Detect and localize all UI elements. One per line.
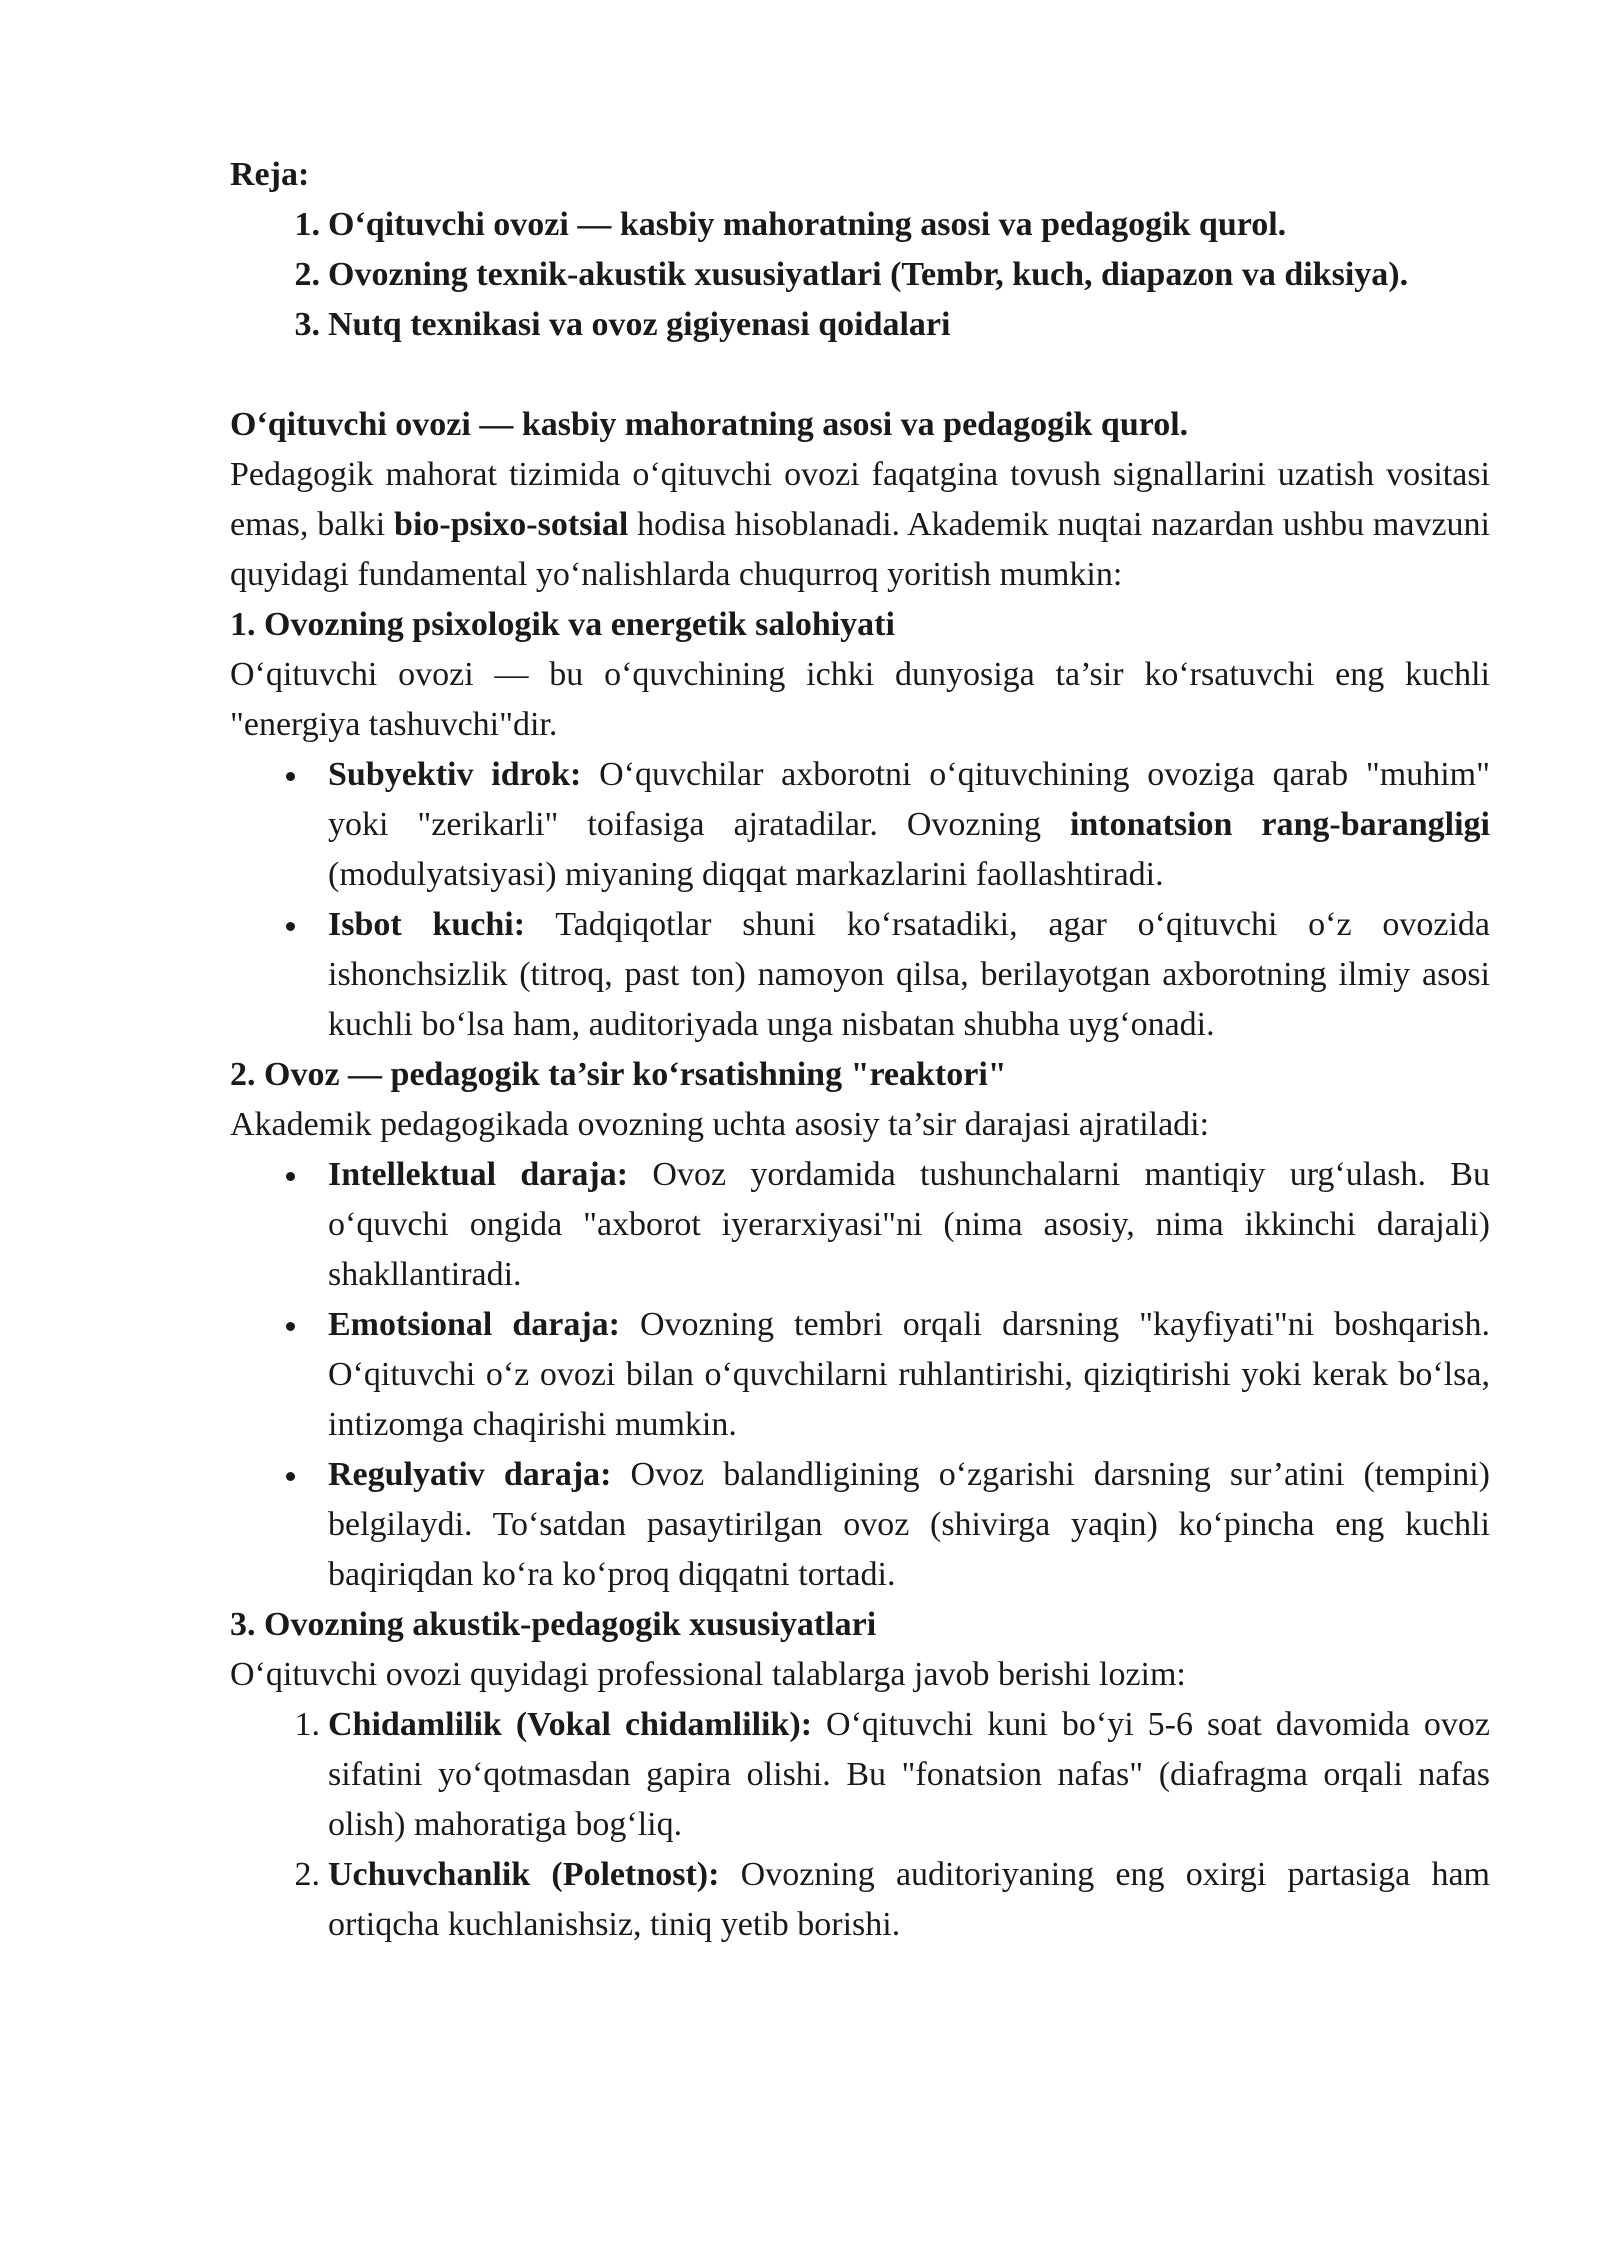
numbered-item [230,1700,1490,1850]
plan-item-number: 3. [294,306,320,343]
numbered-item [230,1850,1490,1950]
item-number: 2. [294,1856,320,1893]
document-content [230,150,1490,1950]
bullet-text: O‘quvchilar axborotni o‘qituvchining ovoziga qarab "muhim" yoki "zerikarli" toifasiga ajratadilar. Ovozning [328,756,1490,843]
plan-item-text: Ovozning texnik-akustik xususiyatlari (Tembr, kuch, diapazon va diksiya). [328,256,1409,293]
plan-item [230,200,1490,250]
bullet-item [230,900,1490,1050]
bullet-text: Ovozning tembri orqali darsning "kayfiyati"ni boshqarish. O‘qituvchi o‘z ovozi bilan o‘quvchilarni ruhlantirishi, qiziqtirishi yoki kerak bo‘lsa, intizomga chaqirishi mumkin. [328,1306,1490,1443]
section-3-text: O‘qituvchi ovozi quyidagi professional talablarga javob berishi lozim: [230,1656,1186,1693]
plan-item-text: Nutq texnikasi va ovoz gigiyenasi qoidalari [328,306,951,343]
section-2-text: Akademik pedagogikada ovozning uchta asosiy ta’sir darajasi ajratiladi: [230,1106,1210,1143]
bullet-dot-icon [286,1322,295,1331]
plan-item-number: 2. [294,256,320,293]
section-2-heading: 2. Ovoz — pedagogik ta’sir ko‘rsatishning "reaktori" [230,1056,1007,1093]
plan-item-number: 1. [294,206,320,243]
bullet-dot-icon [286,1172,295,1181]
plan-item [230,250,1490,300]
bullet-item [230,1450,1490,1600]
plan-list [230,200,1490,350]
section-2-bullets [230,1150,1490,1600]
section-title: O‘qituvchi ovozi — kasbiy mahoratning asosi va pedagogik qurol. [230,406,1189,443]
section-3-heading: 3. Ovozning akustik-pedagogik xususiyatlari [230,1606,877,1643]
bullet-label: Isbot kuchi: [328,906,526,943]
intro-text-part1: Pedagogik mahorat tizimida o‘qituvchi ovozi faqatgina tovush signallarini uzatish vositasi emas, balki [230,456,1490,543]
plan-item-text: O‘qituvchi ovozi — kasbiy mahoratning asosi va pedagogik qurol. [328,206,1287,243]
item-text: O‘qituvchi kuni bo‘yi 5-6 soat davomida ovoz sifatini yo‘qotmasdan gapira olishi. Bu "fonatsion nafas" (diafragma orqali nafas olish) mahoratiga bog‘liq. [328,1706,1491,1843]
bullet-dot-icon [286,1472,295,1481]
blank-line [230,350,1490,400]
bullet-text: Ovoz yordamida tushunchalarni mantiqiy urg‘ulash. Bu o‘quvchi ongida "axborot iyerarxiyasi"ni (nima asosiy, nima ikkinchi darajali) shakllantiradi. [328,1156,1490,1293]
bullet-text: Ovoz balandligining o‘zgarishi darsning sur’atini (tempini) belgilaydi. To‘satdan pasaytirilgan ovoz (shivirga yaqin) ko‘pincha eng kuchli baqiriqdan ko‘ra ko‘proq diqqatni tortadi. [328,1456,1491,1593]
section-1-heading: 1. Ovozning psixologik va energetik salohiyati [230,606,895,643]
item-label: Chidamlilik (Vokal chidamlilik): [328,1706,813,1743]
bullet-bold-term: intonatsion rang-barangligi [1069,806,1490,843]
section-1-bullets [230,750,1490,1050]
bullet-item [230,1150,1490,1300]
plan-title: Reja: [230,156,310,193]
bullet-dot-icon [286,772,295,781]
bullet-label: Regulyativ daraja: [328,1456,612,1493]
item-label: Uchuvchanlik (Poletnost): [328,1856,720,1893]
bullet-label: Emotsional daraja: [328,1306,620,1343]
bullet-label: Intellektual daraja: [328,1156,629,1193]
bullet-text: Tadqiqotlar shuni ko‘rsatadiki, agar o‘qituvchi o‘z ovozida ishonchsizlik (titroq, past ton) namoyon qilsa, berilayotgan axborotning ilmiy asosi kuchli bo‘lsa ham, auditoriyada unga nisbatan shubha uyg‘onadi. [328,906,1490,1043]
intro-paragraph [230,450,1490,600]
bullet-item [230,1300,1490,1450]
bullet-text-cont: (modulyatsiyasi) miyaning diqqat markazlarini faollashtiradi. [328,856,1164,893]
item-text: Ovozning auditoriyaning eng oxirgi partasiga ham ortiqcha kuchlanishsiz, tiniq yetib borishi. [328,1856,1490,1943]
intro-text-part2: hodisa hisoblanadi. Akademik nuqtai nazardan ushbu mavzuni quyidagi fundamental yo‘nalishlarda chuqurroq yoritish mumkin: [230,506,1491,593]
section-3-list [230,1700,1490,1950]
plan-item [230,300,1490,350]
intro-bold-term: bio-psixo-sotsial [394,506,629,543]
item-number: 1. [294,1706,320,1743]
bullet-item [230,750,1490,900]
bullet-label: Subyektiv idrok: [328,756,582,793]
bullet-dot-icon [286,922,295,931]
section-1-text: O‘qituvchi ovozi — bu o‘quvchining ichki dunyosiga ta’sir ko‘rsatuvchi eng kuchli "energiya tashuvchi"dir. [230,656,1490,743]
